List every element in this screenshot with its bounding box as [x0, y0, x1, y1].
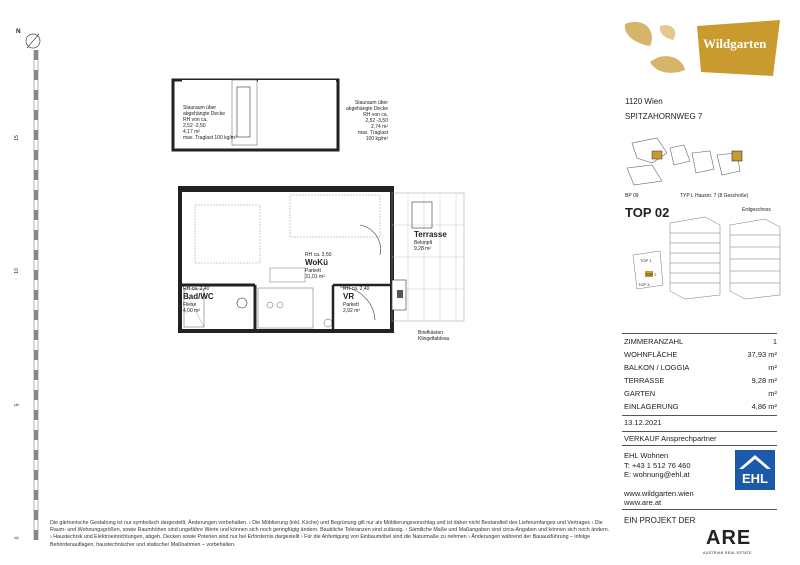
- fact-row: BALKON / LOGGIA m²: [624, 363, 777, 372]
- ruler-label-5: 5: [14, 403, 21, 407]
- storage-2-label: Stauraum über abgehängte Decke RH von ca. 2,52 -3,50 2,74 m² max. Traglast 100 kg/m²: [346, 100, 388, 142]
- contact-phone[interactable]: T: +43 1 512 76 460: [624, 460, 691, 470]
- typ-label: TYP L Hausnr. 7 (8 Geschoße): [680, 193, 749, 199]
- divider: [622, 333, 777, 334]
- ruler-tick: [34, 370, 38, 380]
- divider: [622, 445, 777, 446]
- ruler-tick: [34, 510, 38, 520]
- fact-row: WOHNFLÄCHE 37,93 m²: [624, 350, 777, 359]
- ruler-tick: [34, 410, 38, 420]
- divider: [622, 415, 777, 416]
- ruler-tick: [34, 470, 38, 480]
- ruler-tick: [34, 110, 38, 120]
- ruler-tick: [34, 170, 38, 180]
- plan-date: 13.12.2021: [624, 418, 662, 427]
- bp-label: BP 09: [625, 193, 639, 199]
- contact-company: EHL Wohnen: [624, 451, 669, 460]
- ruler-tick: [34, 50, 38, 60]
- brand-name: Wildgarten: [703, 36, 767, 51]
- address-line-2: SPITZAHORNWEG 7: [625, 112, 703, 121]
- scale-ruler: [31, 50, 40, 540]
- ruler-tick: [34, 210, 38, 220]
- contact-email[interactable]: E: wohnung@ehl.at: [624, 470, 690, 479]
- contact-block: [624, 451, 694, 508]
- north-label: N: [16, 28, 21, 35]
- room-bad-wc: RH ca. 2,40 Bad/WC Fliese 4,00 m²: [183, 286, 214, 314]
- fact-row: ZIMMERANZAHL 1: [624, 337, 777, 346]
- ruler-tick: [34, 90, 38, 100]
- address-line-1: 1120 Wien: [625, 97, 663, 106]
- website-wildgarten-link[interactable]: www.wildgarten.wien: [624, 488, 694, 498]
- ruler-label-15: 15: [13, 135, 20, 141]
- ruler-tick: [34, 70, 38, 80]
- ruler-label-10: 10: [13, 268, 20, 274]
- ruler-tick: [34, 390, 38, 400]
- mailbox-label: Briefkästen Klingeltableau: [418, 330, 450, 342]
- ehl-logo: EHL: [735, 450, 775, 490]
- ruler-tick: [34, 330, 38, 340]
- leaf-icon: [660, 25, 675, 40]
- ruler-tick: [34, 130, 38, 140]
- divider: [622, 431, 777, 432]
- fact-row: GARTEN m²: [624, 389, 777, 398]
- fact-row: EINLAGERUNG 4,86 m²: [624, 402, 777, 411]
- ruler-label-0: 0: [14, 536, 21, 540]
- website-are-link[interactable]: www.are.at: [624, 498, 662, 507]
- ruler-tick: [34, 270, 38, 280]
- are-logo-subtitle: AUSTRIAN REAL ESTATE: [703, 551, 752, 555]
- contact-heading: VERKAUF Ansprechpartner: [624, 434, 717, 443]
- ruler-tick: [34, 490, 38, 500]
- unit-highlight: [652, 151, 662, 159]
- ruler-tick: [34, 230, 38, 240]
- leaf-icon: [625, 22, 652, 46]
- are-logo: ARE: [706, 527, 752, 549]
- ruler-tick: [34, 290, 38, 300]
- fact-row: TERRASSE 9,28 m²: [624, 376, 777, 385]
- mini-top-1: TOP 1: [640, 258, 652, 263]
- room-woku: RH ca. 3,50 WoKü Parkett 31,01 m²: [305, 252, 332, 280]
- room-terrasse: Terrasse Belonplt 9,28 m²: [414, 230, 447, 252]
- storage-1-label: Stauraum über abgehängte Decke RH von ca. 2,52 -3,50 4,17 m² max. Traglast 100 kg/m²: [183, 105, 237, 141]
- ruler-tick: [34, 250, 38, 260]
- mini-top-2: TOP 2: [645, 272, 657, 277]
- ruler-tick: [34, 310, 38, 320]
- floor-label: Erdgeschoss: [742, 207, 771, 213]
- mini-top-3: TOP 3: [638, 282, 650, 287]
- ruler-tick: [34, 450, 38, 460]
- ruler-tick: [34, 430, 38, 440]
- leaf-icon: [650, 56, 685, 73]
- room-vr: RH ca. 2,40 VR Parkett 2,92 m²: [343, 286, 370, 314]
- ruler-tick: [34, 150, 38, 160]
- ruler-tick: [34, 350, 38, 360]
- unit-number: TOP 02: [625, 205, 670, 220]
- disclaimer-text: Die gärtnerische Gestaltung ist nur symbolisch dargestellt. Änderungen vorbehalten. › Die Möblierung (inkl. Küche) und Begrünung gilt nur als Möblierungsvorschlag und ist daher nicht Bestandteil des Lieferumfanges und Vertrages › Die Raum- und Wohnungsgrößen, sowie Raumhöhen sind ungefähre Werte und können sich noch geringfügig ändern. Baubliche Toleranzen sind zulässig. › Sämtliche Maße und Maßangaben sind circa-Angaben und können sich noch ändern. › Haustechnik und Elektroeinrichtungen, abgeh. Decken sowie Poterien sind nur bei Erfordernis dargestellt › Für die Anfertigung von Einbaumöbel sind die Naturmaße zu nehmen › Änderungen während der Bauausführung – infolge Behördenauflagen, haustechnischer und statischer Maßnahmen – vorbehalten.: [50, 520, 610, 548]
- site-plan: [622, 133, 782, 188]
- ruler-tick: [34, 190, 38, 200]
- project-label: EIN PROJEKT DER: [624, 516, 696, 525]
- ruler-tick: [34, 530, 38, 540]
- divider: [622, 509, 777, 510]
